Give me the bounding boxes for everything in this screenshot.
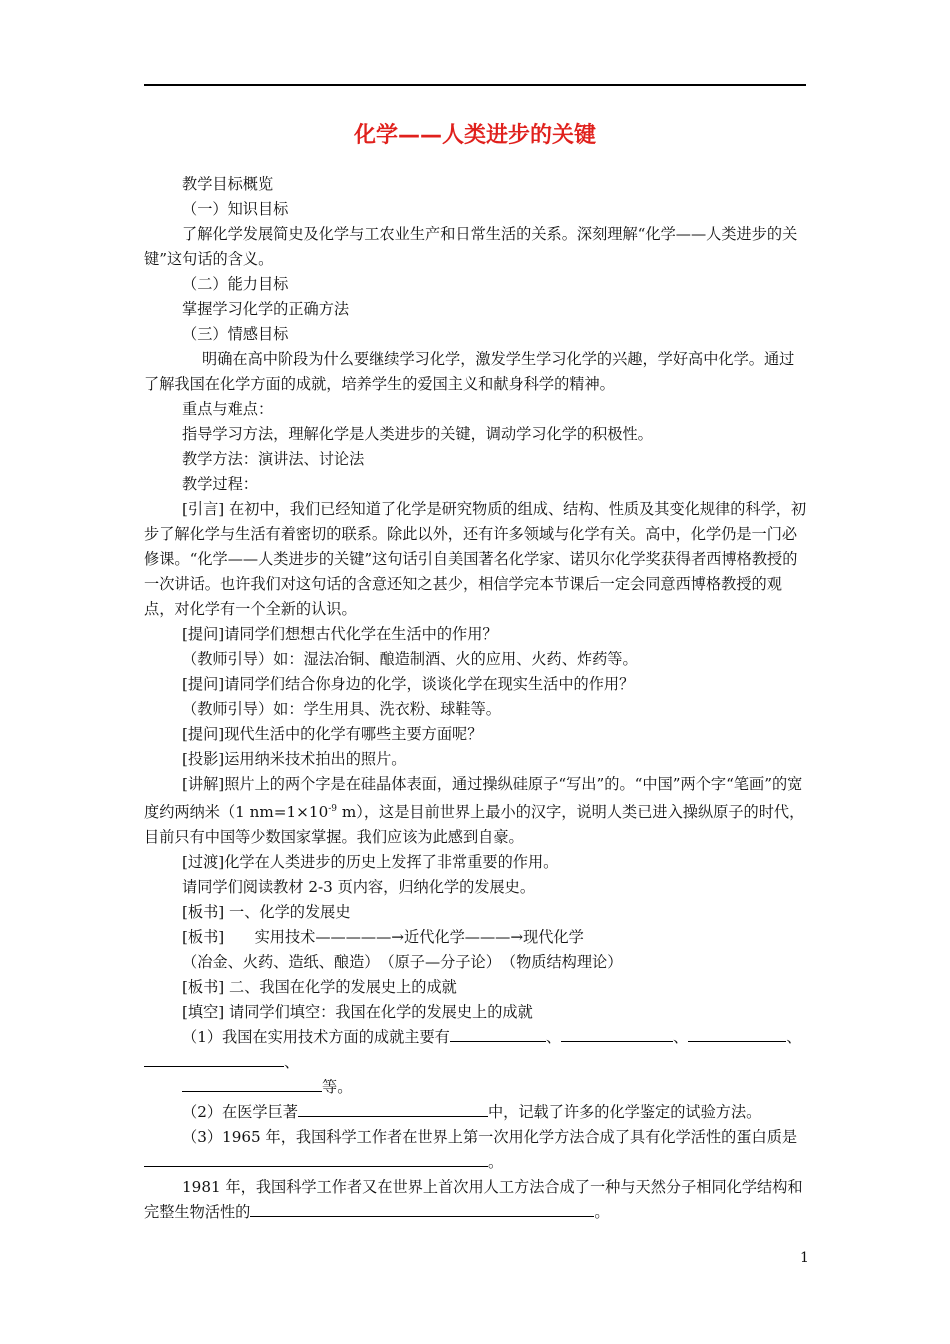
paragraph: [引言] 在初中，我们已经知道了化学是研究物质的组成、结构、性质及其变化规律的科学，初步了解化学与生活有着密切的联系。除此以外，还有许多领域与化学有关。高中，化学仍是一门必修课。“化学——人类进步的关键”这句话引自美国著名化学家、诺贝尔化学奖获得者西博格教授的一次讲话。也许我们对这句话的含意还知之甚少，相信学完本节课后一定会同意西博格教授的观点，对化学有一个全新的认识。 (144, 500, 807, 618)
paragraph: 重点与难点： (182, 400, 274, 418)
text-run: （2）在医学巨著 (182, 1103, 298, 1122)
text-run: （3）1965 年，我国科学工作者在世界上第一次用化学方法合成了具有化学活性的蛋白质是 (182, 1128, 798, 1147)
text-run: 中，记载了许多的化学鉴定的试验方法。 (487, 1103, 762, 1122)
paragraph (144, 772, 808, 850)
paragraph: [板书] 一、化学的发展史 (182, 903, 351, 922)
fill-blank-1 (144, 1025, 808, 1050)
paragraph: 教学方法：演讲法、讨论法 (182, 450, 365, 468)
paragraph: 教学过程： (182, 475, 258, 493)
document-body (144, 172, 808, 1225)
paragraph: （二）能力目标 (182, 275, 289, 293)
fill-blank-1-cont (144, 1050, 808, 1075)
paragraph: （一）知识目标 (182, 200, 289, 218)
separator: 、 (545, 1028, 562, 1047)
text-run: 。 (594, 1203, 610, 1222)
document-title: 化学——人类进步的关键 (353, 123, 596, 148)
blank-line[interactable] (250, 1200, 594, 1217)
text-run: m），这是目前世界上最小的汉字，说明人类已进入操纵原子的时代，目前只有中国等少数国家掌握。我们应该为此感到自豪。 (144, 803, 805, 847)
text-run: 。 (488, 1153, 504, 1172)
paragraph: [提问]请同学们想想古代化学在生活中的作用？ (182, 625, 498, 643)
paragraph: [提问]现代生活中的化学有哪些主要方面呢？ (182, 725, 483, 743)
page-number: 1 (800, 1250, 809, 1266)
paragraph: 请同学们阅读教材 2-3 页内容，归纳化学的发展史。 (182, 878, 536, 897)
fill-blank-3 (144, 1125, 808, 1175)
paragraph: 教学目标概览 (182, 175, 274, 193)
fill-blank-2 (144, 1100, 808, 1125)
paragraph: 了解化学发展简史及化学与工农业生产和日常生活的关系。深刻理解“化学——人类进步的关键”这句话的含义。 (144, 225, 798, 268)
blank-line[interactable] (144, 1050, 284, 1067)
blank-line[interactable] (144, 1150, 488, 1167)
paragraph: [填空] 请同学们填空：我国在化学的发展史上的成就 (182, 1003, 533, 1022)
paragraph: [提问]请同学们结合你身边的化学，谈谈化学在现实生活中的作用？ (182, 675, 635, 693)
text-run: 等。 (322, 1078, 353, 1097)
separator: 、 (786, 1028, 802, 1047)
paragraph: [板书] 二、我国在化学的发展史上的成就 (182, 978, 457, 997)
blank-line[interactable] (688, 1025, 786, 1042)
paragraph: [投影]运用纳米技术拍出的照片。 (182, 750, 407, 768)
paragraph: （冶金、火药、造纸、酿造） （原子—分子论） （物质结构理论） (182, 953, 623, 972)
text-run: （1）我国在实用技术方面的成就主要有 (182, 1028, 450, 1047)
fill-blank-1-end (144, 1075, 808, 1100)
blank-line[interactable] (182, 1075, 322, 1092)
separator: 、 (673, 1028, 689, 1047)
blank-line[interactable] (561, 1025, 673, 1042)
paragraph: 掌握学习化学的正确方法 (182, 300, 350, 318)
paragraph: （教师引导）如：湿法冶铜、酿造制酒、火的应用、火药、炸药等。 (182, 650, 638, 668)
paragraph: 明确在高中阶段为什么要继续学习化学，激发学生学习化学的兴趣，学好高中化学。通过了解我国在化学方面的成就，培养学生的爱国主义和献身科学的精神。 (144, 350, 795, 393)
blank-line[interactable] (450, 1025, 546, 1042)
blank-line[interactable] (298, 1100, 488, 1117)
paragraph: [过渡]化学在人类进步的历史上发挥了非常重要的作用。 (182, 853, 559, 872)
separator: 、 (284, 1053, 300, 1072)
text-run: [讲解]照片上的两个字是在硅晶体表面，通过操纵硅原子“写出”的。“中国”两个字“笔画”的宽度约两纳米（1 nm=1×10 (144, 775, 803, 822)
header-rule (144, 84, 806, 86)
paragraph: （教师引导）如：学生用具、洗衣粉、球鞋等。 (182, 700, 501, 718)
text-run: 1981 年，我国科学工作者又在世界上首次用人工方法合成了一种与天然分子相同化学结构和完整生物活性的 (144, 1178, 803, 1222)
paragraph: 指导学习方法，理解化学是人类进步的关键，调动学习化学的积极性。 (182, 425, 653, 443)
superscript: -9 (328, 804, 338, 814)
paragraph: （三）情感目标 (182, 325, 289, 343)
paragraph: [板书] 实用技术—————→近代化学———→现代化学 (182, 928, 584, 947)
fill-blank-4 (144, 1175, 808, 1225)
